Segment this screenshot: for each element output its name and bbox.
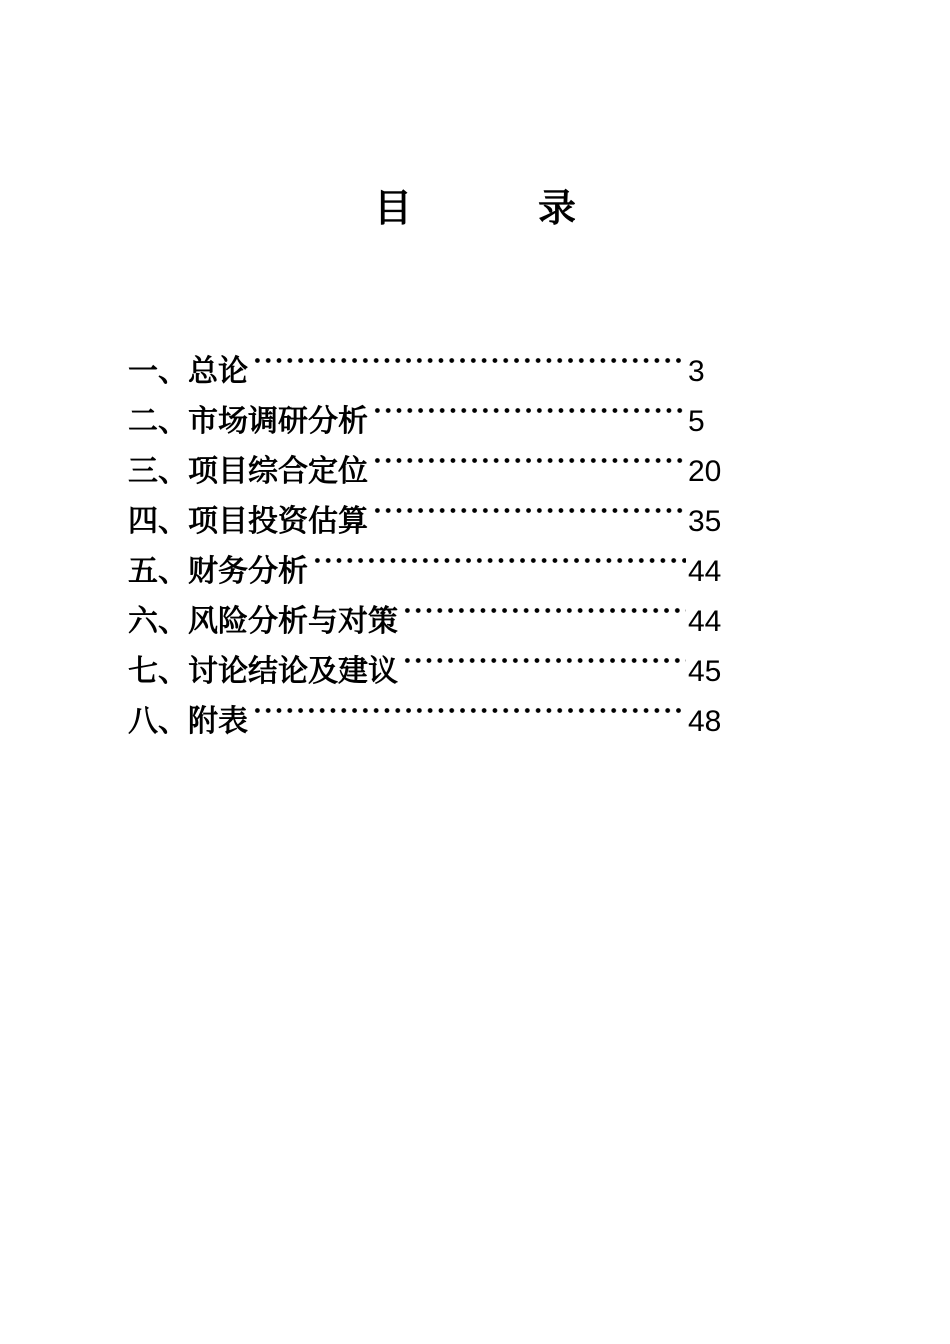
toc-dot-leader	[368, 431, 688, 481]
toc-entry-label: 六、风险分析与对策	[128, 604, 398, 639]
toc-page-number: 44	[688, 605, 722, 638]
toc-dot-leader	[368, 381, 688, 431]
toc-dot-leader	[248, 681, 688, 731]
toc-entry-label: 五、财务分析	[128, 554, 308, 589]
toc-page-number: 48	[688, 705, 722, 738]
toc-page-number: 3	[688, 355, 705, 388]
table-of-contents	[128, 331, 728, 739]
toc-dot-leader	[248, 331, 688, 381]
toc-page-number: 45	[688, 655, 722, 688]
toc-title: 目 录	[373, 186, 620, 230]
toc-page-number: 44	[688, 555, 722, 588]
toc-page-number: 20	[688, 455, 722, 488]
toc-entry-label: 七、讨论结论及建议	[128, 654, 398, 689]
toc-dot-leader	[308, 531, 688, 581]
toc-entry[interactable]	[128, 331, 728, 389]
toc-dot-leader	[368, 481, 688, 531]
toc-entry-label: 四、项目投资估算	[128, 504, 368, 539]
toc-dot-leader	[398, 581, 688, 631]
toc-entry-label: 三、项目综合定位	[128, 454, 368, 489]
toc-entry-label: 二、市场调研分析	[128, 404, 368, 439]
toc-page-number: 35	[688, 505, 722, 538]
toc-page-number: 5	[688, 405, 705, 438]
toc-entry-label: 八、附表	[128, 704, 248, 739]
toc-dot-leader	[398, 631, 688, 681]
toc-entry-label: 一、总论	[128, 354, 248, 389]
